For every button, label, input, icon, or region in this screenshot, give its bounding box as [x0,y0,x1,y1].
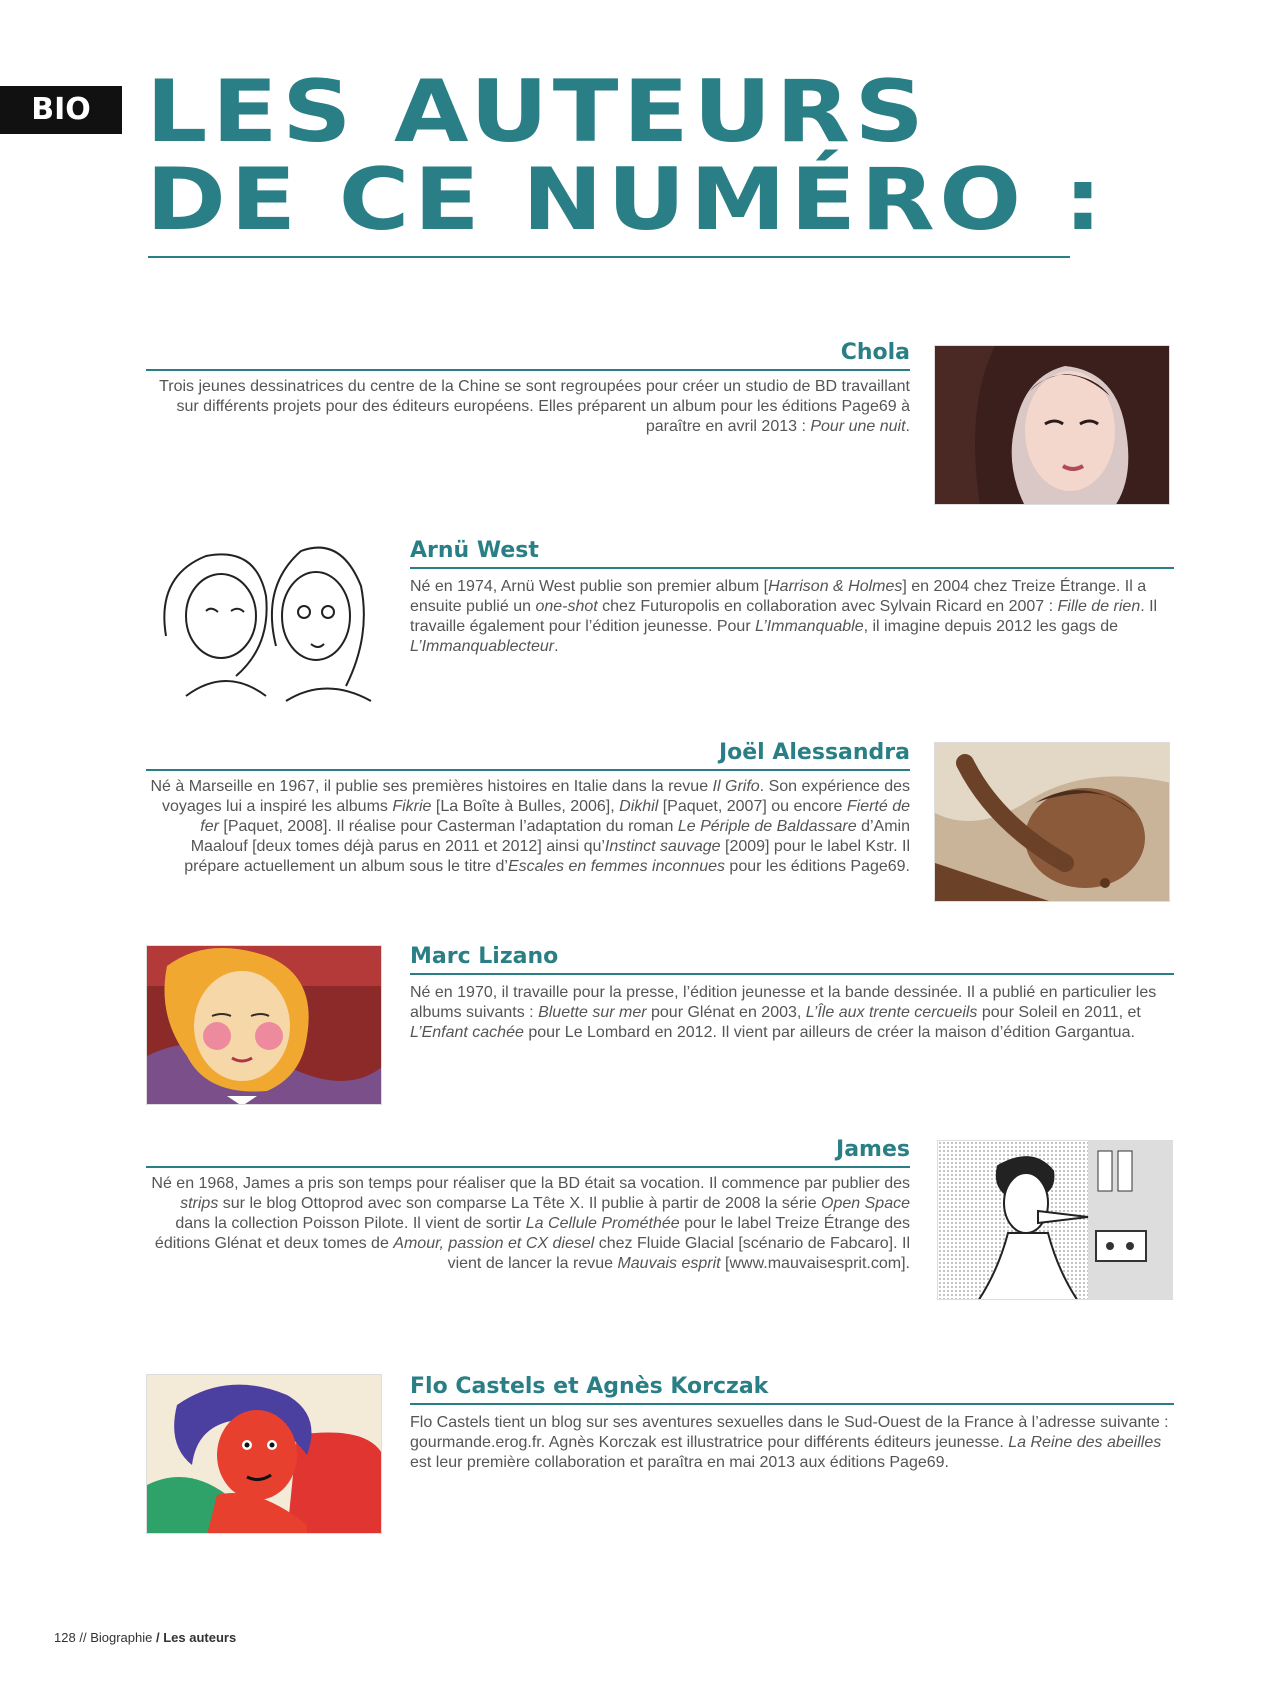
title-divider [148,256,1070,258]
bio-text-run: . [905,418,910,435]
bio-title-run: Harrison & Holmes [768,578,903,595]
author-divider [146,369,910,371]
bio-text-run: Né en 1970, il travaille pour la presse, l’édition jeunesse et la bande dessinée. Il a publié en particulier les albums suivants : [410,984,1157,1021]
author-name-arnu-west: Arnü West [410,538,539,563]
bio-text-run: ] en 2004 chez Treize Étrange. Il a ensuite publié un [410,578,1147,615]
bio-text-run: est leur première collaboration et paraîtra en mai 2013 aux éditions Page69. [410,1454,949,1471]
author-divider [146,1166,910,1168]
page-title [146,62,1107,250]
bio-text-run: [2009] pour le label Kstr. Il prépare actuellement un album sous le titre d’ [184,838,910,875]
bio-text-run: , il imagine depuis 2012 les gags de [863,618,1118,635]
bio-text-run: pour le label Treize Étrange des éditions Glénat et deux tomes de [154,1215,910,1252]
page-title-line-1: LES AUTEURS [146,62,929,162]
bio-title-run: strips [180,1195,219,1212]
author-name-marc-lizano: Marc Lizano [410,944,559,969]
bio-text-run: . Son expérience des voyages lui a inspiré les albums [162,778,910,815]
bio-text-run: Né en 1968, James a pris son temps pour réaliser que la BD était sa vocation. Il commence par publier des [151,1175,910,1192]
bio-text-run: [www.mauvaisesprit.com]. [720,1255,910,1272]
author-illustration-marc-lizano [146,945,382,1105]
page-footer [54,1630,236,1645]
bio-title-run: Dikhil [619,798,659,815]
author-bio-arnu-west [410,577,1174,657]
bio-text-run: pour Soleil en 2011, et [977,1004,1141,1021]
bio-title-run: Instinct sauvage [604,838,721,855]
author-divider [410,567,1174,569]
author-illustration-chola [934,345,1170,505]
bio-title-run: L’Immanquablecteur [410,638,555,655]
bio-text-run: chez Futuropolis en collaboration avec Sylvain Ricard en 2007 : [597,598,1058,615]
bio-text-run: . Il travaille également pour l’édition jeunesse. Pour [410,598,1158,635]
bio-title-run: Mauvais esprit [617,1255,721,1272]
author-bio-marc-lizano [410,983,1174,1043]
author-illustration-flo-castels-agnes-korczak [146,1374,382,1534]
page-title-line-2: DE CE NUMÉRO : [146,150,1107,250]
author-bio-james [146,1174,910,1274]
bio-title-run: Fierté de fer [200,798,910,835]
bio-title-run: L’Immanquable [755,618,864,635]
bio-text-run: pour les éditions Page69. [724,858,910,875]
bio-title-run: Il Grifo [712,778,760,795]
bio-text-run: Né à Marseille en 1967, il publie ses premières histoires en Italie dans la revue [150,778,713,795]
bio-title-run: Open Space [821,1195,910,1212]
author-divider [410,973,1174,975]
bio-text-run: [Paquet, 2008]. Il réalise pour Casterman l’adaptation du roman [218,818,678,835]
bio-title-run: one-shot [535,598,598,615]
author-name-joel-alessandra: Joël Alessandra [718,740,910,765]
bio-title-run: Escales en femmes inconnues [507,858,725,875]
bio-title-run: Amour, passion et CX diesel [393,1235,595,1252]
author-name-chola: Chola [840,340,910,365]
author-divider [146,769,910,771]
bio-title-run: L’Île aux trente cercueils [805,1004,978,1021]
author-illustration-joel-alessandra [934,742,1170,902]
author-name-james: James [836,1137,910,1162]
author-bio-joel-alessandra [146,777,910,877]
bio-title-run: Pour une nuit [810,418,906,435]
bio-title-run: L’Enfant cachée [410,1024,524,1041]
author-illustration-james [937,1140,1173,1300]
author-name-flo-castels-agnes-korczak: Flo Castels et Agnès Korczak [410,1374,769,1399]
bio-text-run: Né en 1974, Arnü West publie son premier album [ [410,578,769,595]
page-number: 128 [54,1630,76,1645]
bio-text-run: pour Glénat en 2003, [646,1004,806,1021]
author-divider [410,1403,1174,1405]
footer-section: Biographie [90,1630,153,1645]
footer-separator: // [79,1630,87,1645]
section-tag: BIO [0,86,122,134]
footer-slash: / [155,1630,160,1645]
bio-title-run: Fille de rien [1057,598,1141,615]
footer-subsection: Les auteurs [163,1630,237,1645]
bio-text-run: pour Le Lombard en 2012. Il vient par ailleurs de créer la maison d’édition Gargantua. [523,1024,1135,1041]
bio-text-run: Trois jeunes dessinatrices du centre de la Chine se sont regroupées pour créer un studio de BD travaillant sur différents projets pour des éditeurs européens. Elles préparent un album pour les éditions Page69 à paraître en avril 2013 : [159,378,910,435]
bio-title-run: Le Périple de Baldassare [677,818,857,835]
bio-text-run: . [554,638,559,655]
bio-text-run: chez Fluide Glacial [scénario de Fabcaro]. Il vient de lancer la revue [447,1235,910,1272]
author-bio-flo-castels-agnes-korczak [410,1413,1174,1473]
bio-text-run: [Paquet, 2007] ou encore [658,798,847,815]
bio-title-run: Bluette sur mer [538,1004,647,1021]
author-bio-chola [146,377,910,437]
bio-text-run: dans la collection Poisson Pilote. Il vient de sortir [175,1215,526,1232]
author-illustration-arnu-west [146,526,382,706]
bio-title-run: La Cellule Prométhée [525,1215,680,1232]
bio-text-run: Flo Castels tient un blog sur ses aventures sexuelles dans le Sud-Ouest de la France à l’adresse suivante : gourmande.erog.fr. Agnès Korczak est illustratrice pour différents éditeurs jeunesse. [410,1414,1169,1451]
bio-text-run: d’Amin Maalouf [deux tomes déjà parus en 2011 et 2012] ainsi qu’ [190,818,910,855]
bio-title-run: La Reine des abeilles [1008,1434,1162,1451]
bio-text-run: sur le blog Ottoprod avec son comparse La Tête X. Il publie à partir de 2008 la série [218,1195,822,1212]
bio-text-run: [La Boîte à Bulles, 2006], [431,798,620,815]
bio-title-run: Fikrie [392,798,432,815]
